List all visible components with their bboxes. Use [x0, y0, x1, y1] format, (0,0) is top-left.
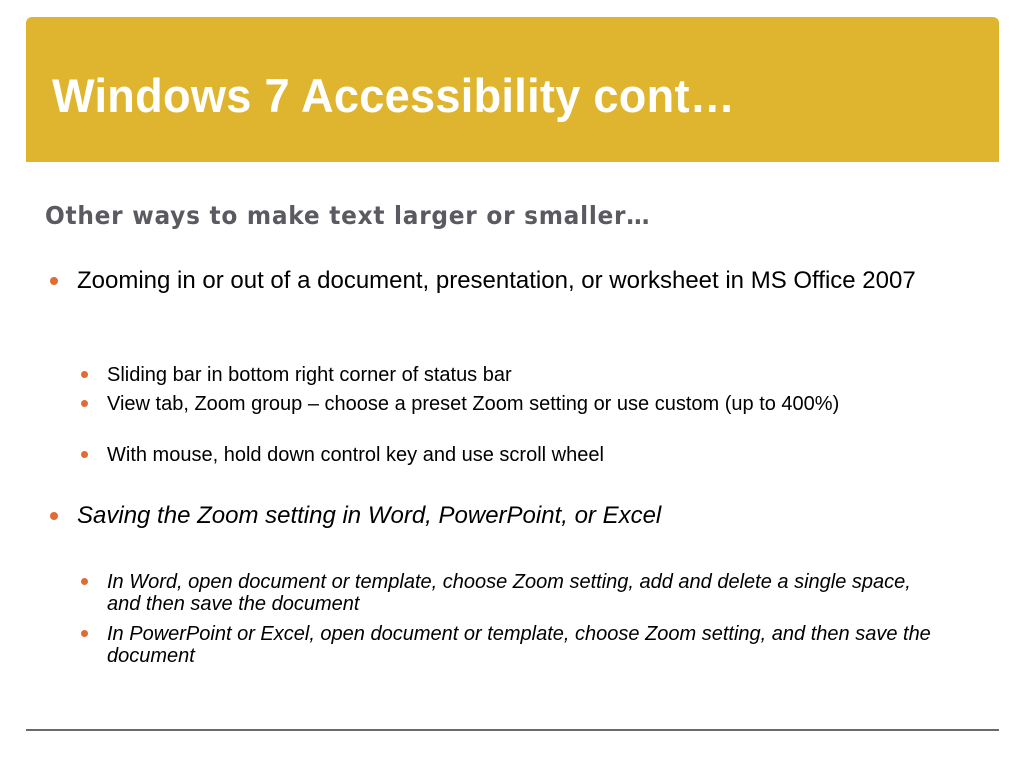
- bullet-icon: [81, 371, 88, 378]
- list-item-text: In Word, open document or template, choose Zoom setting, add and delete a single space, and then save the document: [107, 571, 911, 615]
- list-item-text: Zooming in or out of a document, presentation, or worksheet in MS Office 2007: [77, 267, 916, 294]
- bullet-icon: [81, 451, 88, 458]
- list-item: [107, 571, 947, 615]
- list-item: [107, 623, 947, 667]
- list-item: [107, 393, 947, 415]
- list-item: [107, 444, 947, 466]
- bullet-icon: [50, 277, 58, 285]
- slide-title: Windows 7 Accessibility cont…: [52, 69, 736, 122]
- footer-divider: [26, 729, 999, 731]
- list-item: [77, 503, 937, 529]
- list-item-text: Saving the Zoom setting in Word, PowerPoint, or Excel: [77, 502, 662, 529]
- bullet-icon: [81, 400, 88, 407]
- bullet-icon: [50, 512, 58, 520]
- slide-subtitle: Other ways to make text larger or smaller…: [45, 201, 651, 230]
- list-item: [107, 364, 947, 386]
- list-item: [77, 268, 937, 294]
- list-item-text: Sliding bar in bottom right corner of status bar: [107, 364, 512, 386]
- list-item-text: View tab, Zoom group – choose a preset Zoom setting or use custom (up to 400%): [107, 393, 840, 415]
- list-item-text: With mouse, hold down control key and use scroll wheel: [107, 444, 604, 466]
- list-item-text: In PowerPoint or Excel, open document or template, choose Zoom setting, and then save the document: [107, 623, 931, 667]
- bullet-icon: [81, 630, 88, 637]
- bullet-icon: [81, 578, 88, 585]
